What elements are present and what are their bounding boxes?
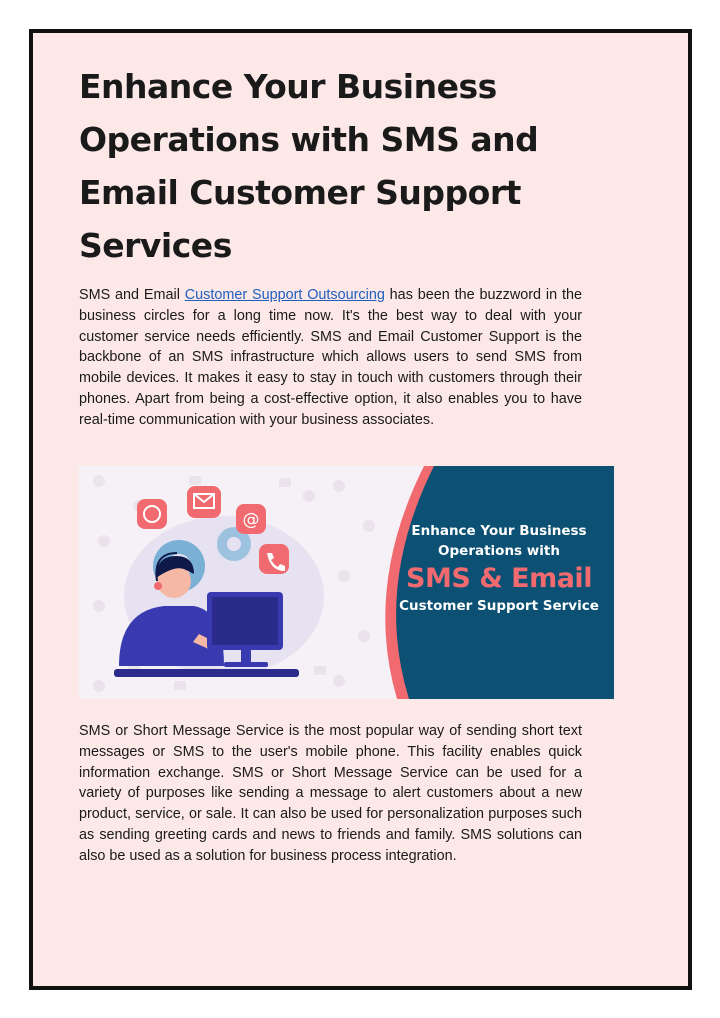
banner-line-4: Customer Support Service bbox=[399, 598, 599, 614]
at-sign-icon bbox=[236, 504, 266, 534]
phone-icon bbox=[259, 544, 289, 574]
intro-text-end: has been the buzzword in the business circles for a long time now. It's the best way to deal with your customer service needs efficiently. SMS and Email Customer Support is the backbone of an SMS infrastructure which allows users to send SMS from mobile devices. It makes it easy to stay in touch with customers through their phones. Apart from being a cost-effective option, it also enables you to have real-time communication with your business associates. bbox=[79, 287, 582, 428]
sms-paragraph: SMS or Short Message Service is the most popular way of sending short text messages or SMS to the user's mobile phone. This facility enables quick information exchange. SMS or Short Message Service can be used for a variety of purposes like sending a message to alert customers about a new product, service, or sale. It can also be used for personalization purposes such as sending greeting cards and news to friends and family. SMS solutions can also be used as a solution for business process integration. bbox=[79, 723, 582, 864]
intro-text-start: SMS and Email bbox=[79, 287, 185, 303]
banner-line-1: Enhance Your Business bbox=[411, 523, 587, 539]
page-title: Enhance Your Business Operations with SMS and Email Customer Support Services bbox=[79, 67, 539, 265]
globe-24-icon bbox=[137, 499, 167, 529]
banner-line-3: SMS & Email bbox=[406, 563, 592, 594]
intro-paragraph bbox=[79, 285, 582, 431]
banner-headline bbox=[384, 521, 614, 615]
banner-line-2: Operations with bbox=[438, 543, 560, 559]
envelope-icon bbox=[187, 486, 221, 518]
customer-support-outsourcing-link[interactable]: Customer Support Outsourcing bbox=[184, 287, 385, 303]
svg-text:@: @ bbox=[242, 510, 260, 530]
banner-image bbox=[79, 466, 614, 699]
